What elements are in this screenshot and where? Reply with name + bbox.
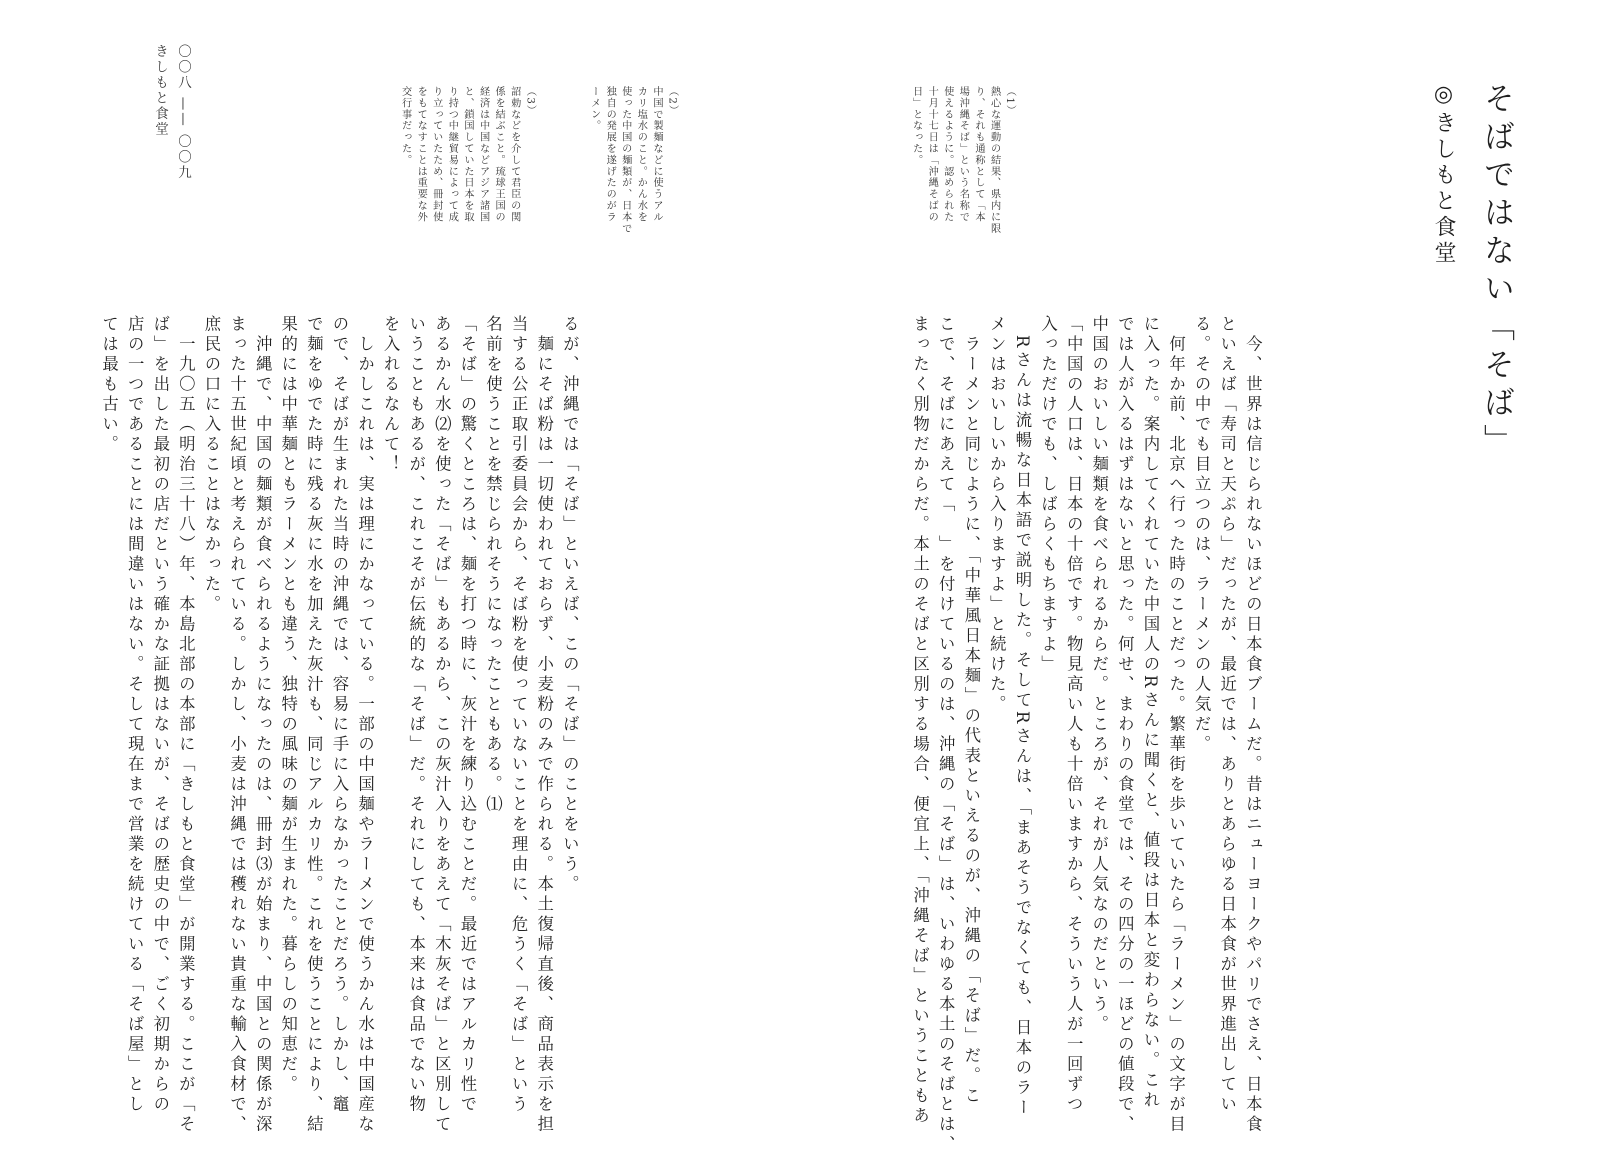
footnote-line: り立っていたため、冊封使	[430, 86, 442, 223]
body-line: 庶民の口に入ることはなかった。	[201, 315, 221, 615]
body-line: 麺にそば粉は一切使われておらず、小麦粉のみで作られる。本土復帰直後、商品表示を担	[534, 315, 554, 1135]
footnote-line: （2）	[666, 86, 678, 117]
footnote-3	[397, 86, 537, 223]
footnote-line: 交行事だった。	[399, 86, 411, 166]
body-line: しかしこれは、実は理にかなっている。一部の中国麺やラーメンで使うかん水は中国産な	[355, 315, 375, 1135]
body-line: ば」を出した最初の店だという確かな証拠はないが、そばの歴史の中で、ごく初期からの	[150, 315, 170, 1115]
body-line: メンはおいしいから入りますよ」と続けた。	[987, 315, 1007, 715]
body-line: ので、そばが生まれた当時の沖縄では、容易に手に入らなかったことだろう。しかし、竈	[329, 315, 349, 1115]
footnote-line: 日」となった。	[910, 86, 922, 166]
footnote-line: 十月十七日は「沖縄そばの	[926, 86, 938, 223]
body-line: いうこともあるが、これこそが伝統的な「そば」だ。それにしても、本来は食品でない物	[406, 315, 426, 1115]
footnote-line: 詔勅などを介して君臣の関	[508, 86, 520, 223]
body-line: 何年か前、北京へ行った時のことだった。繁華街を歩いていたら「ラーメン」の文字が目	[1166, 315, 1186, 1135]
footnote-2	[586, 86, 680, 234]
body-text-right-page	[907, 315, 1265, 1155]
footnote-1	[908, 86, 1017, 234]
page-numbers: 〇〇八 —— 〇〇九	[175, 44, 191, 181]
footnote-line: 使えるように。認められた	[941, 86, 953, 223]
body-line: 入っただけでも、しばらくもちますよ」	[1038, 315, 1058, 675]
body-line: あるかん水⑵を使った「そば」もあるから、この灰汁入りをあえて「木灰そば」と区別して	[432, 315, 452, 1135]
footnote-line: 場沖縄そば」という名称で	[957, 86, 969, 223]
running-head: きしもと食堂	[152, 44, 168, 137]
body-line: ては最も古い。	[99, 315, 119, 455]
article-subtitle: ◎きしもと食堂	[1431, 82, 1456, 267]
footnote-line: 独自の発展を遂げたのがラ	[604, 86, 616, 223]
footnote-line: 使った中国の麺類が、日本で	[619, 86, 631, 235]
footnote-line: （1）	[1004, 86, 1016, 117]
body-line: 果的には中華麺ともラーメンとも違う、独特の風味の麺が生まれた。暮らしの知恵だ。	[278, 315, 298, 1095]
body-line: る。その中でも目立つのは、ラーメンの人気だ。	[1192, 315, 1212, 755]
body-line: まったく別物だからだ。本土のそばと区別する場合、便宜上、「沖縄そば」ということもあ	[910, 315, 930, 1127]
body-line: では人が入るはずはないと思った。何せ、まわりの食堂では、その四分の一ほどの値段で、	[1115, 315, 1135, 1135]
body-line: を入れるなんて！	[381, 315, 401, 475]
footnote-line: カリ塩水のこと。かん水を	[635, 86, 647, 223]
body-line: まった十五世紀頃と考えられている。しかし、小麦は沖縄では穫れない貴重な輸入食材で、	[227, 315, 247, 1135]
body-line: 「中国の人口は、日本の十倍です。物見高い人も十倍いますから、そういう人が一回ずつ	[1064, 315, 1084, 1115]
body-line: るが、沖縄では「そば」といえば、この「そば」のことをいう。	[560, 315, 580, 895]
footnote-line: 係を結ぶこと。琉球王国の	[493, 86, 505, 223]
footnote-line: をもてなすことは重要な外	[415, 86, 427, 223]
footnote-line: （3）	[524, 86, 536, 117]
body-line: 一九〇五（明治三十八）年、本島北部の本部に「きしもと食堂」が開業する。ここが「そ	[176, 315, 196, 1135]
body-line: 名前を使うことを禁じられそうになったこともある。⑴	[483, 315, 503, 815]
footnote-line: 熱心な運動の結果、県内に限	[988, 86, 1000, 235]
body-text-left-page	[96, 315, 582, 1135]
footnote-line: り持つ中継貿易によって成	[446, 86, 458, 223]
footnote-line: 経済は中国などアジア諸国	[477, 86, 489, 223]
body-line: に入った。案内してくれていた中国人のRさんに聞くと、値段は日本と変わらない。これ	[1140, 315, 1160, 1111]
body-line: ラーメンと同じように、「中華風日本麺」の代表といえるのが、沖縄の「そば」だ。こ	[961, 315, 981, 1107]
footnote-line: り、それも通称として「本	[972, 86, 984, 223]
body-line: 沖縄で、中国の麺類が食べられるようになったのは、冊封⑶が始まり、中国との関係が深	[253, 315, 273, 1135]
body-line: 中国のおいしい麺類を食べられるからだ。ところが、それが人気なのだという。	[1089, 315, 1109, 1035]
footnote-line: ーメン。	[588, 86, 600, 132]
body-line: 当する公正取引委員会から、そば粉を使っていないことを理由に、危うく「そば」という	[509, 315, 529, 1115]
body-line: Rさんは流暢な日本語で説明した。そしてRさんは、「まあそうでなくても、日本のラー	[1012, 315, 1032, 1119]
body-line: 「そば」の驚くところは、麺を打つ時に、灰汁を練り込むことだ。最近ではアルカリ性で	[457, 315, 477, 1115]
footnote-line: と、鎖国していた日本を取	[461, 86, 473, 223]
body-line: で麺をゆでた時に残る灰に水を加えた灰汁も、同じアルカリ性。これを使うことにより、結	[304, 315, 324, 1135]
article-title: そばではない「そば」	[1478, 82, 1514, 462]
footnote-line: 中国で製麺などに使うアル	[650, 86, 662, 223]
body-line: 今、世界は信じられないほどの日本食ブームだ。昔はニューヨークやパリでさえ、日本食	[1243, 315, 1263, 1135]
body-line: といえば「寿司と天ぷら」だったが、最近では、ありとあらゆる日本食が世界進出してい	[1217, 315, 1237, 1115]
body-line: 店の一つであることには間違いはない。そして現在まで営業を続けている「そば屋」とし	[125, 315, 145, 1115]
body-line: こで、そばにあえて「 」を付けているのは、沖縄の「そば」は、いわゆる本土のそばとは、	[936, 315, 956, 1155]
